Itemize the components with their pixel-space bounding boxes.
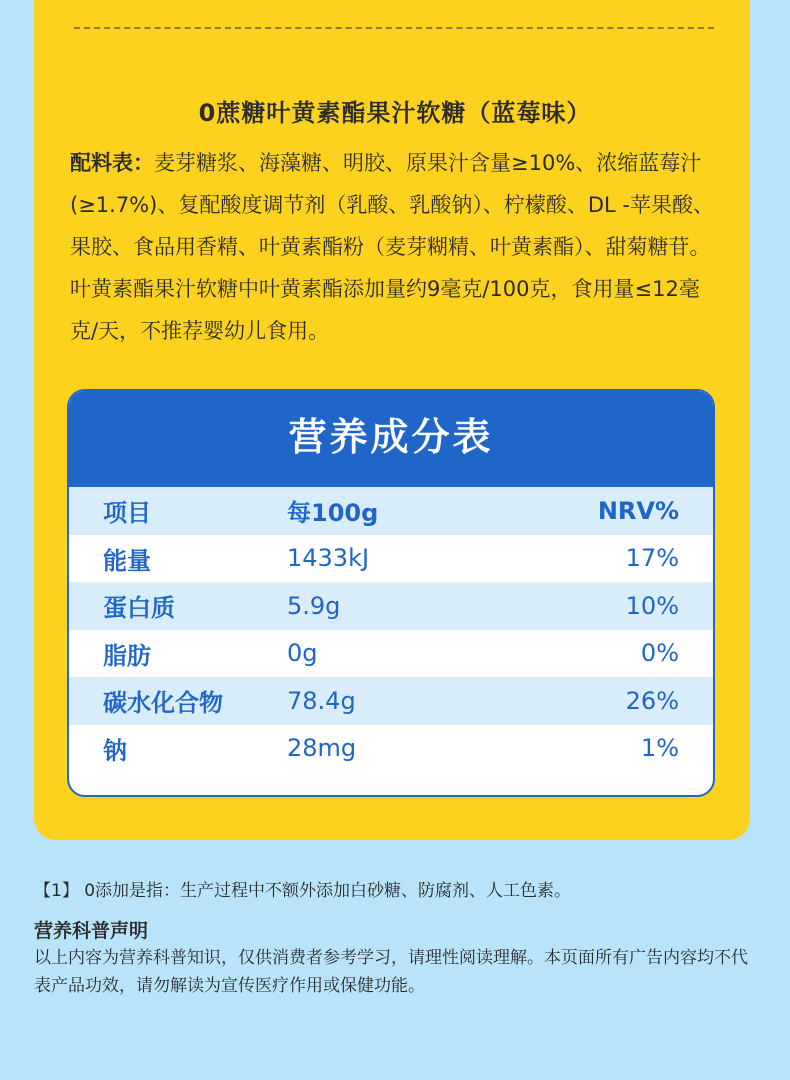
row-per100g: 0g <box>287 639 318 668</box>
header-item: 项目 <box>103 499 151 528</box>
ingredients-label: 配料表： <box>70 151 154 175</box>
nutrition-table <box>67 389 715 797</box>
table-row <box>69 725 713 773</box>
footnote: 【1】 0添加是指：生产过程中不额外添加白砂糖、防腐剂、人工色素。 <box>34 881 572 901</box>
row-nrv: 17% <box>625 544 679 573</box>
row-per100g: 5.9g <box>287 591 341 620</box>
science-text: 以上内容为营养科普知识，仅供消费者参考学习，请理性阅读理解。本页面所有广告内容均不代表产品功效，请勿解读为宣传医疗作用或保健功能。 <box>34 948 748 996</box>
product-title: 0蔗糖叶黄素酯果汁软糖（蓝莓味） <box>198 99 592 127</box>
row-item: 脂肪 <box>103 641 151 670</box>
row-item: 钠 <box>103 736 127 765</box>
table-row <box>69 630 713 678</box>
row-per100g: 28mg <box>287 734 357 763</box>
table-header-row <box>69 487 713 535</box>
header-per100g: 每100g <box>287 499 379 528</box>
row-per100g: 78.4g <box>287 686 356 715</box>
header-nrv: NRV% <box>597 496 679 525</box>
row-nrv: 26% <box>625 686 679 715</box>
lutein-note: 叶黄素酯果汁软糖中叶黄素酯添加量约9毫克/100克，食用量≤12毫克/天，不推荐婴幼儿食用。 <box>70 277 700 343</box>
row-item: 能量 <box>103 546 151 575</box>
row-nrv: 0% <box>640 639 679 668</box>
ingredients-text: 麦芽糖浆、海藻糖、明胶、原果汁含量≥10%、浓缩蓝莓汁(≥1.7%)、复配酸度调节剂（乳酸、乳酸钠）、柠檬酸、DL -苹果酸、果胶、食品用香精、叶黄素酯粉（麦芽糊精、叶黄素酯）、甜菊糖苷。 <box>70 151 714 259</box>
row-nrv: 10% <box>625 591 679 620</box>
table-row <box>69 677 713 725</box>
dashed-divider <box>74 27 714 29</box>
row-nrv: 1% <box>640 734 679 763</box>
row-item: 蛋白质 <box>103 594 175 623</box>
table-row <box>69 535 713 583</box>
row-item: 碳水化合物 <box>103 689 223 718</box>
row-per100g: 1433kJ <box>287 544 370 573</box>
science-title: 营养科普声明 <box>34 920 149 942</box>
table-row <box>69 582 713 630</box>
nutrition-table-title: 营养成分表 <box>69 391 713 487</box>
ingredients-block <box>70 142 720 352</box>
